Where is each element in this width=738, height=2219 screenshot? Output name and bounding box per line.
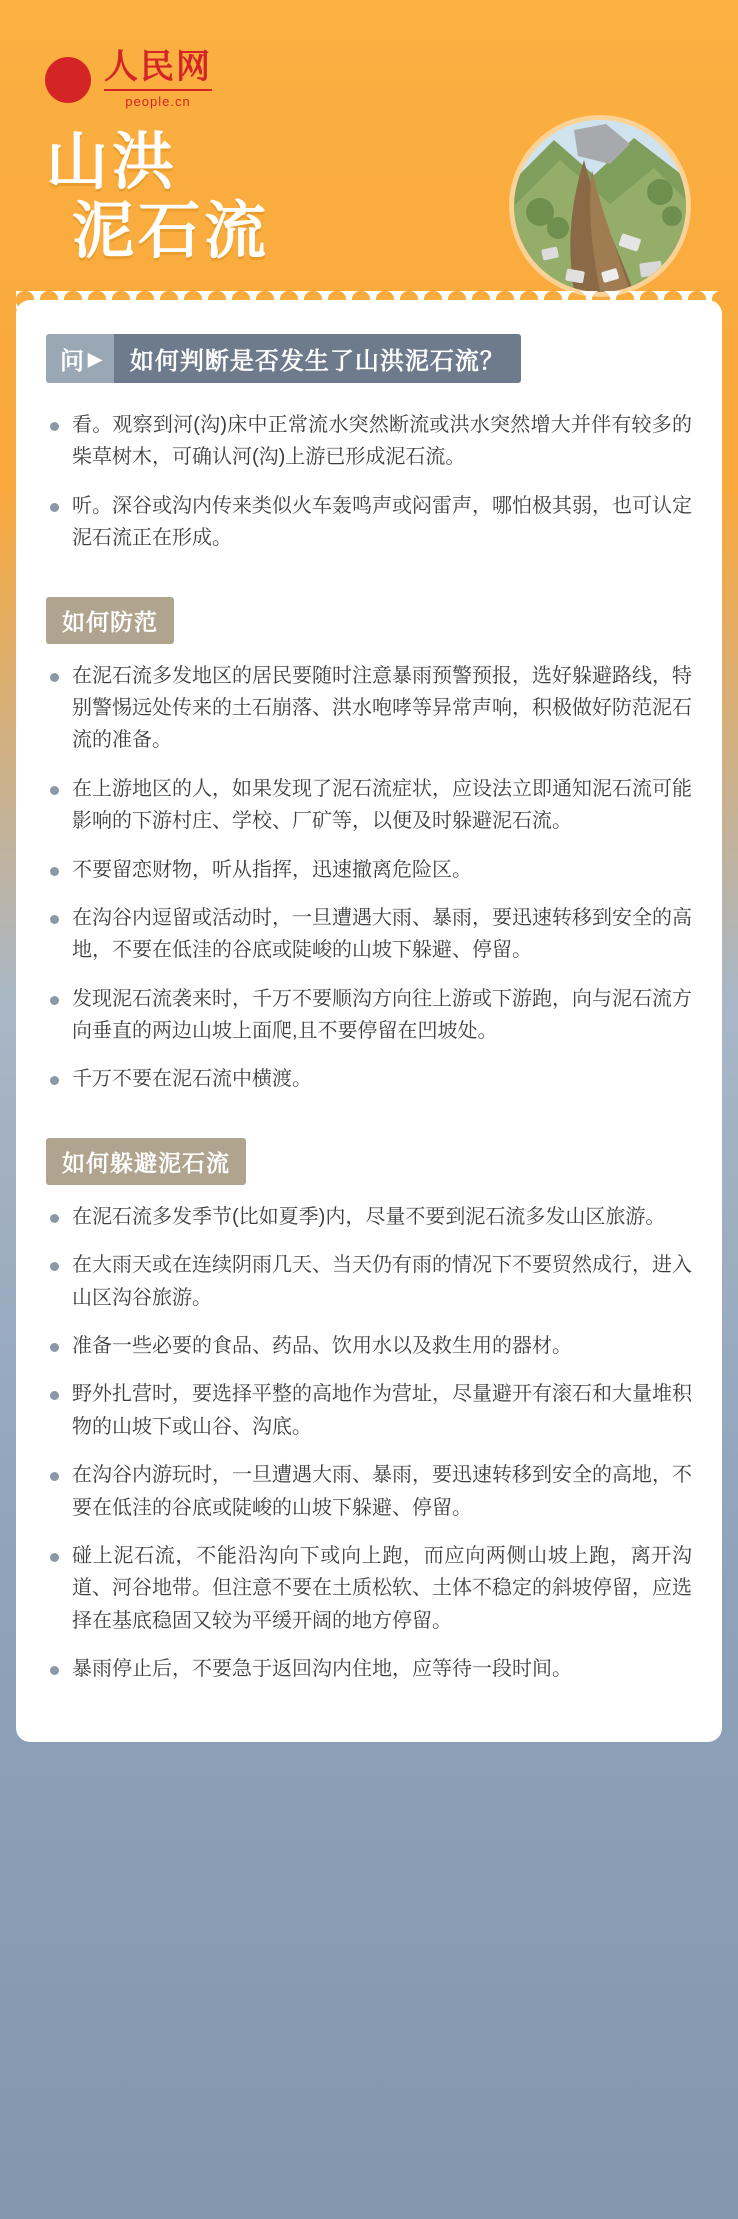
list-item: 准备一些必要的食品、药品、饮用水以及救生用的器材。 [46,1330,692,1362]
mudslide-illustration-icon [514,120,686,292]
brand-logo [42,50,212,109]
list-item: 在大雨天或在连续阴雨几天、当天仍有雨的情况下不要贸然成行，进入山区沟谷旅游。 [46,1249,692,1314]
question-bar [46,334,692,383]
list-item: 碰上泥石流，不能沿沟向下或向上跑，而应向两侧山坡上跑，离开沟道、河谷地带。但注意不要在土质松软、土体不稳定的斜坡停留，应选择在基底稳固又较为平缓开阔的地方停留。 [46,1540,692,1637]
list-item: 野外扎营时，要选择平整的高地作为营址，尽量避开有滚石和大量堆积物的山坡下或山谷、沟底。 [46,1378,692,1443]
brand-text [104,50,212,109]
list-item: 千万不要在泥石流中横渡。 [46,1063,692,1095]
list-item: 在泥石流多发地区的居民要随时注意暴雨预警预报，选好躲避路线，特别警惕远处传来的土石崩落、洪水咆哮等异常声响，积极做好防范泥石流的准备。 [46,660,692,757]
list-item: 听。深谷或沟内传来类似火车轰鸣声或闷雷声，哪怕极其弱，也可认定泥石流正在形成。 [46,490,692,555]
title-line-1: 山洪 [46,128,179,197]
question-text: 如何判断是否发生了山洪泥石流？ [114,334,521,383]
arrow-right-icon: ▶ [88,348,102,369]
brand-name-cn: 人民网 [104,48,212,86]
list-item: 在沟谷内逗留或活动时，一旦遭遇大雨、暴雨，要迅速转移到安全的高地，不要在低洼的谷底或陡峻的山坡下躲避、停留。 [46,902,692,967]
list-item: 在沟谷内游玩时，一旦遭遇大雨、暴雨，要迅速转移到安全的高地，不要在低洼的谷底或陡峻的山坡下躲避、停留。 [46,1459,692,1524]
section-heading-avoidance: 如何躲避泥石流 [46,1138,246,1185]
section-heading-prevention: 如何防范 [46,597,174,644]
avoidance-list [46,1201,692,1686]
list-item: 在泥石流多发季节(比如夏季)内，尽量不要到泥石流多发山区旅游。 [46,1201,692,1233]
question-label: 问 [60,348,84,375]
list-item: 暴雨停止后，不要急于返回沟内住地，应等待一段时间。 [46,1653,692,1685]
list-item: 不要留恋财物，听从指挥，迅速撤离危险区。 [46,854,692,886]
list-item: 发现泥石流袭来时，千万不要顺沟方向往上游或下游跑，向与泥石流方向垂直的两边山坡上面爬,且不要停留在凹坡处。 [46,983,692,1048]
poster-header [0,0,738,300]
question-label-wrap [46,334,114,383]
content-card [16,300,722,1742]
list-item: 在上游地区的人，如果发现了泥石流症状，应设法立即通知泥石流可能影响的下游村庄、学校、厂矿等，以便及时躲避泥石流。 [46,773,692,838]
page-title [46,128,270,267]
list-item: 看。观察到河(沟)床中正常流水突然断流或洪水突然增大并伴有较多的柴草树木，可确认河(沟)上游已形成泥石流。 [46,409,692,474]
brand-name-en: people.cn [104,89,212,109]
intro-list [46,409,692,555]
people-cn-logo-icon [42,54,94,106]
prevention-list [46,660,692,1096]
title-line-2: 泥石流 [72,197,271,267]
